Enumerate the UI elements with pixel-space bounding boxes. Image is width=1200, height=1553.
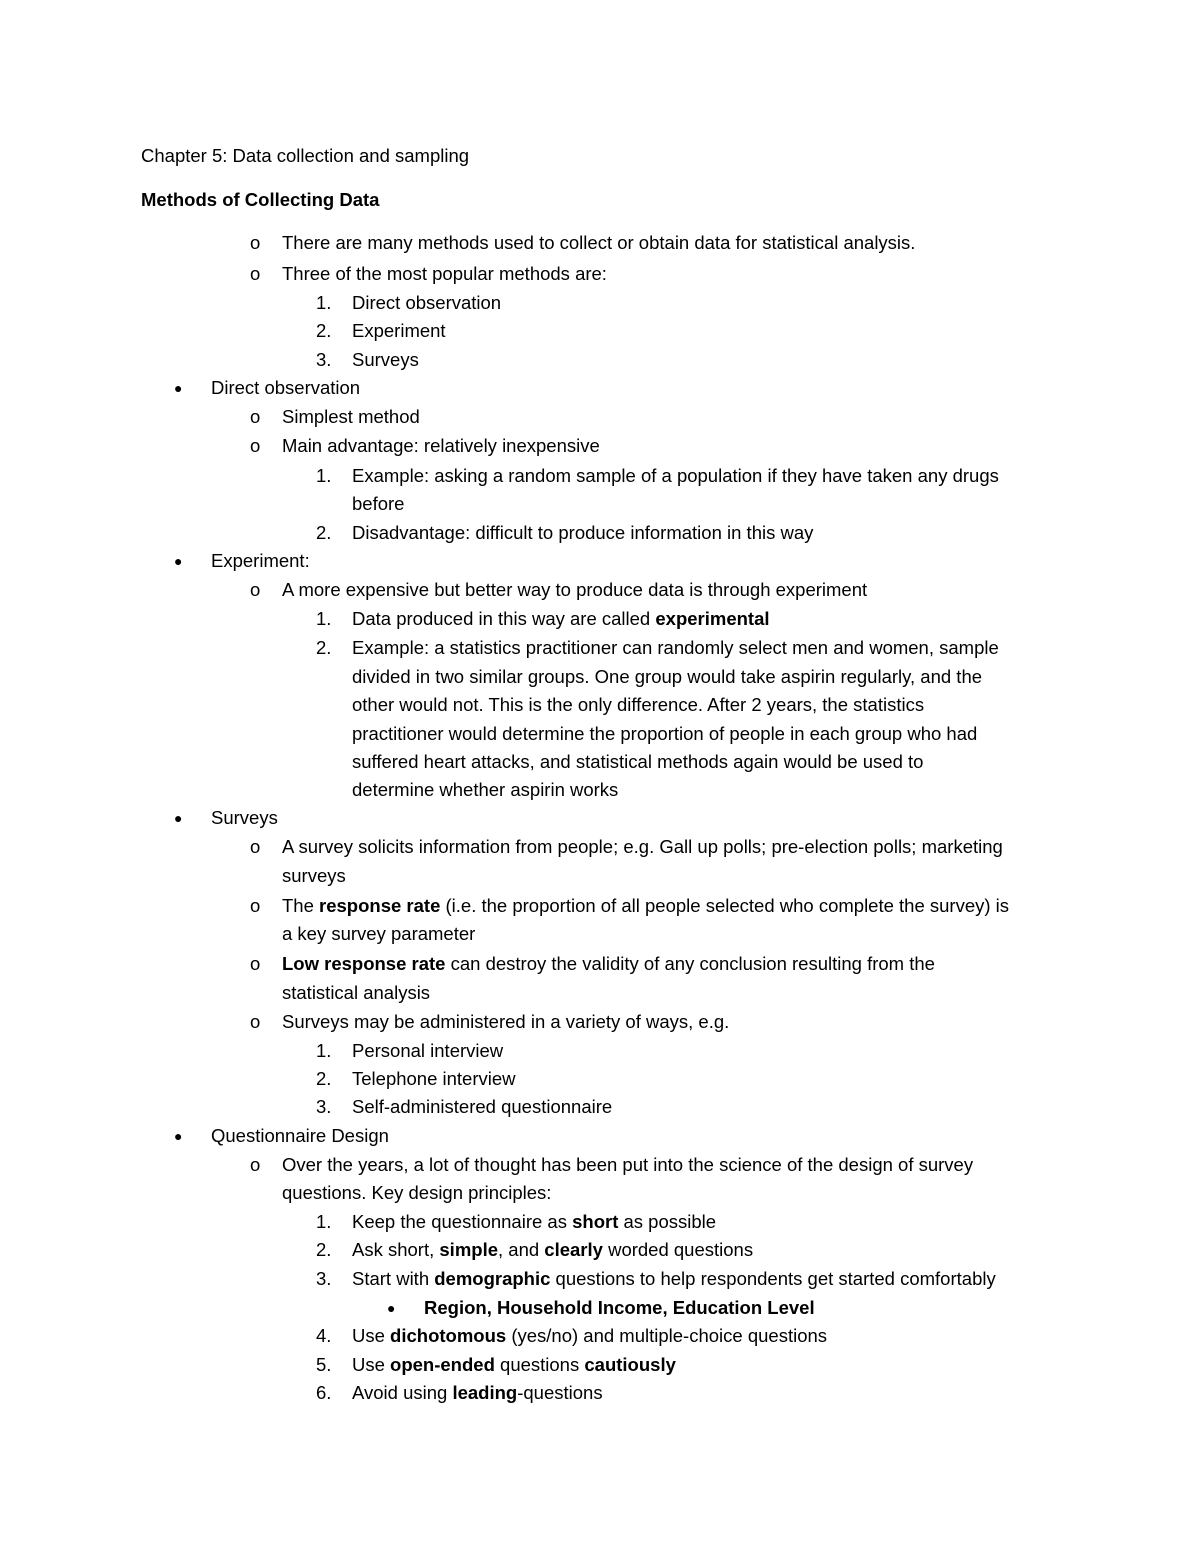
bullet-item: Experiment:	[211, 550, 310, 571]
page-title: Chapter 5: Data collection and sampling	[141, 145, 470, 166]
list-item: Direct observation	[352, 292, 502, 313]
list-item: Example: asking a random sample of a population if they have taken any drugs	[352, 465, 999, 486]
list-number: 1.	[316, 608, 332, 629]
list-item: Three of the most popular methods are:	[282, 263, 607, 284]
bullet-item: Region, Household Income, Education Level	[424, 1297, 815, 1318]
bullet-item: Surveys	[211, 807, 278, 828]
circle-bullet: o	[250, 1154, 261, 1175]
list-item-continued: statistical analysis	[282, 982, 431, 1003]
list-number: 2.	[316, 637, 332, 658]
list-item-continued: divided in two similar groups. One group would take aspirin regularly, and the	[352, 666, 983, 687]
circle-bullet: o	[250, 406, 261, 427]
circle-bullet: o	[250, 895, 261, 916]
list-number: 3.	[316, 349, 332, 370]
list-number: 6.	[316, 1382, 332, 1403]
section-heading: Methods of Collecting Data	[141, 189, 380, 210]
circle-bullet: o	[250, 953, 261, 974]
list-item: Telephone interview	[352, 1068, 516, 1089]
list-number: 2.	[316, 1068, 332, 1089]
list-item: Avoid using leading-questions	[352, 1382, 603, 1403]
list-item-continued: practitioner would determine the proportion of people in each group who had	[352, 723, 978, 744]
list-number: 4.	[316, 1325, 332, 1346]
list-item: A survey solicits information from people; e.g. Gall up polls; pre-election polls; marketing	[282, 836, 1003, 857]
circle-bullet: o	[250, 435, 261, 456]
circle-bullet: o	[250, 263, 261, 284]
list-item: Data produced in this way are called experimental	[352, 608, 770, 629]
bullet-item: Questionnaire Design	[211, 1125, 389, 1146]
list-number: 1.	[316, 292, 332, 313]
list-item-continued: surveys	[282, 865, 346, 886]
list-item: Over the years, a lot of thought has been put into the science of the design of survey	[282, 1154, 974, 1175]
list-item: Start with demographic questions to help respondents get started comfortably	[352, 1268, 996, 1289]
list-item-continued: questions. Key design principles:	[282, 1182, 552, 1203]
list-item: There are many methods used to collect or obtain data for statistical analysis.	[282, 232, 916, 253]
list-item: Simplest method	[282, 406, 420, 427]
list-item: Low response rate can destroy the validity of any conclusion resulting from the	[282, 953, 935, 974]
list-item-continued: determine whether aspirin works	[352, 779, 619, 800]
bullet-icon: ●	[174, 1128, 183, 1144]
list-number: 2.	[316, 1239, 332, 1260]
list-number: 2.	[316, 522, 332, 543]
list-number: 3.	[316, 1096, 332, 1117]
bullet-icon: ●	[174, 810, 183, 826]
list-item: Example: a statistics practitioner can randomly select men and women, sample	[352, 637, 999, 658]
circle-bullet: o	[250, 579, 261, 600]
list-item: Surveys may be administered in a variety of ways, e.g.	[282, 1011, 730, 1032]
list-item-continued: other would not. This is the only difference. After 2 years, the statistics	[352, 694, 925, 715]
list-item-continued: a key survey parameter	[282, 923, 476, 944]
circle-bullet: o	[250, 1011, 261, 1032]
list-item: Main advantage: relatively inexpensive	[282, 435, 600, 456]
list-number: 2.	[316, 320, 332, 341]
list-item-continued: suffered heart attacks, and statistical methods again would be used to	[352, 751, 924, 772]
list-item: A more expensive but better way to produce data is through experiment	[282, 579, 868, 600]
list-item: Ask short, simple, and clearly worded questions	[352, 1239, 754, 1260]
bullet-item: Direct observation	[211, 377, 361, 398]
list-item: Self-administered questionnaire	[352, 1096, 613, 1117]
list-number: 1.	[316, 465, 332, 486]
bullet-icon: ●	[174, 380, 183, 396]
list-item: The response rate (i.e. the proportion of all people selected who complete the survey) is	[282, 895, 1010, 916]
list-item: Surveys	[352, 349, 419, 370]
bullet-icon: ●	[387, 1300, 396, 1316]
list-number: 1.	[316, 1211, 332, 1232]
list-item: Experiment	[352, 320, 446, 341]
list-item: Use open-ended questions cautiously	[352, 1354, 676, 1375]
list-item: Disadvantage: difficult to produce information in this way	[352, 522, 814, 543]
list-item: Personal interview	[352, 1040, 504, 1061]
list-item: Use dichotomous (yes/no) and multiple-choice questions	[352, 1325, 828, 1346]
list-number: 3.	[316, 1268, 332, 1289]
list-number: 5.	[316, 1354, 332, 1375]
list-number: 1.	[316, 1040, 332, 1061]
circle-bullet: o	[250, 836, 261, 857]
bullet-icon: ●	[174, 553, 183, 569]
circle-bullet: o	[250, 232, 261, 253]
list-item-continued: before	[352, 493, 405, 514]
list-item: Keep the questionnaire as short as possible	[352, 1211, 717, 1232]
